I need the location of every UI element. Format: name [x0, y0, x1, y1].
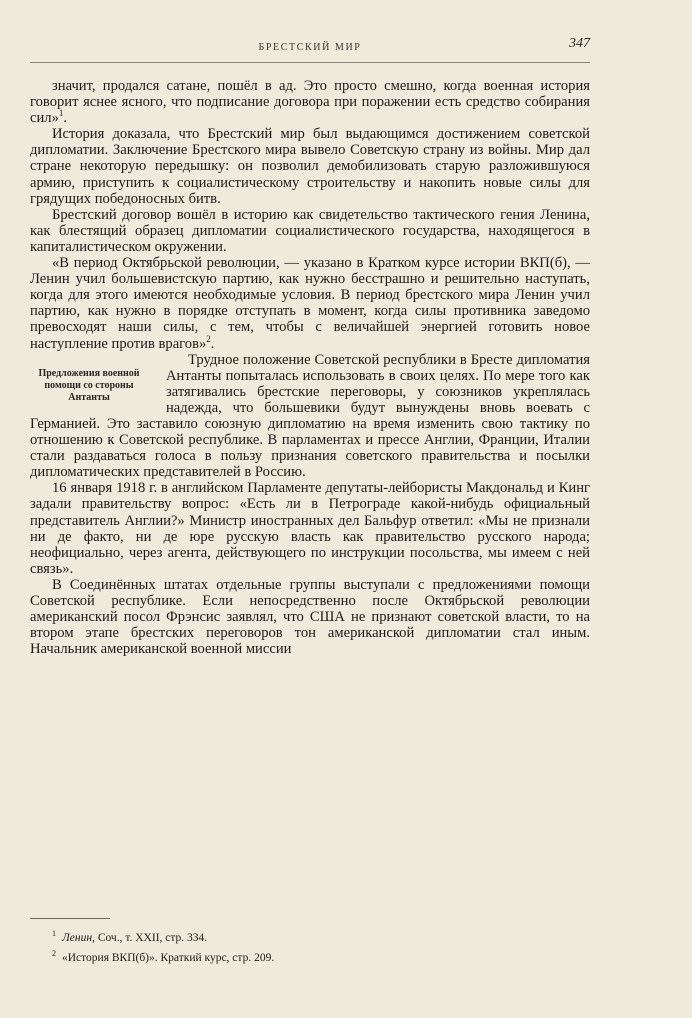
page-header — [30, 36, 590, 58]
margin-note: Предложения военной помощи со стороны Антанты — [38, 367, 140, 403]
body-text — [30, 78, 590, 657]
paragraph: «В период Октябрьской революции, — указано в Кратком курсе истории ВКП(б), — Ленин учил большевистскую партию, как нужно бесстрашно и решительно наступать, когда для этого имеются необходимые условия. В период брестского мира Ленин учил партию, как нужно в порядке отступать в момент, когда силы противника заведомо превосходят наши силы, с тем, чтобы с величайшей энергией готовить новое наступление против врагов»$^2$. — [30, 255, 590, 352]
paragraph: История доказала, что Брестский мир был выдающимся достижением советской дипломатии. Заключение Брестского мира вывело Советскую страну из войны. Мир дал стране некоторую передышку: он позволил демобилизовать старую разложившуюся армию, приступить к социалистическому строительству и накопить новые силы для грядущих победоносных битв. — [30, 126, 590, 207]
footnote: $^2$ «История ВКП(б)». Краткий курс, стр. 209. — [52, 948, 275, 964]
page-number: 347 — [569, 36, 590, 51]
footnote: $^1$ Ленин, Соч., т. XXII, стр. 334. — [52, 929, 208, 944]
footnote-ref: 2 — [206, 333, 211, 344]
paragraph: В Соединённых штатах отдельные группы выступали с предложениями помощи Советской республике. Если непосредственно после Октябрьской революции американский посол Фрэнсис заявлял, что США не признают советской власти, то на втором этапе брестских переговоров тон американской дипломатии стал иным. Начальник американской военной миссии — [30, 576, 590, 658]
footnote-ref: 1 — [58, 108, 64, 119]
footnotes — [30, 926, 590, 966]
paragraph: Трудное положение Советской республики в Бресте дипломатия Антанты попыталась использовать в своих целях. По мере того как затягивались брестские переговоры, у союзников укреплялась надежда, что большевики будут вынуждены вновь воевать с Германией. Это заставило союзную дипломатию на время изменить свою тактику по отношению к Советской республике. В парламентах и прессе Англии, Франции, Италии стали раздаваться голоса в пользу признания советского правительства и посылки дипломатических представителей в Россию. — [30, 351, 590, 481]
paragraph-with-margin-note — [30, 352, 590, 481]
paragraph: Брестский договор вошёл в историю как свидетельство тактического гения Ленина, как блестящий образец дипломатии социалистического государства, находящегося в капиталистическом окружении. — [30, 206, 590, 255]
paragraph: значит, продался сатане, пошёл в ад. Это просто смешно, когда военная история говорит яснее ясного, что подписание договора при поражении есть средство собирания сил»$^1$. — [30, 78, 590, 127]
paragraph: 16 января 1918 г. в английском Парламенте депутаты-лейбористы Макдональд и Кинг задали правительству вопрос: «Есть ли в Петрограде какой-нибудь официальный представитель Англии?» Министр иностранных дел Бальфур ответил: «Мы не признали ни де факто, ни де юре русскую власть как правительство русского народа; неофициально, через агента, действующего по инструкции посольства, мы имеем с ней связь». — [30, 480, 590, 577]
header-rule — [30, 62, 590, 63]
running-head: БРЕСТСКИЙ МИР — [258, 42, 362, 53]
footnote-rule — [30, 918, 110, 919]
